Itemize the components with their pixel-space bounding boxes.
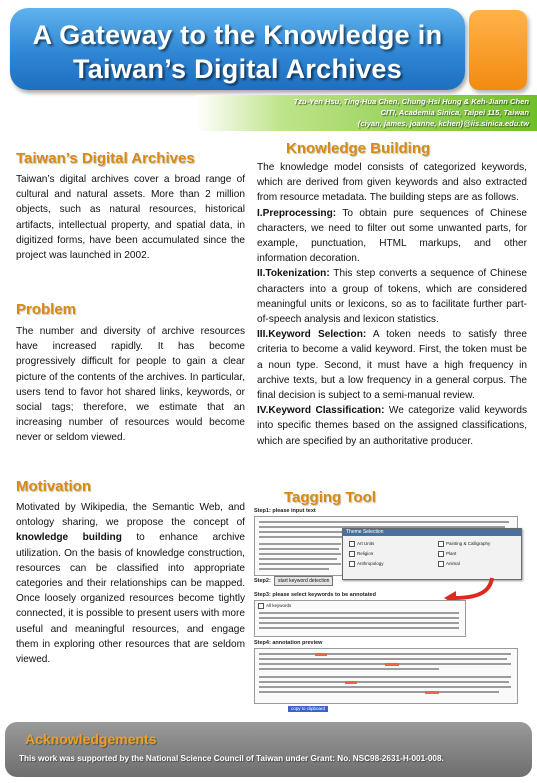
knowledge-text	[257, 160, 527, 449]
theme-item-animal[interactable]: Animal	[438, 561, 460, 567]
step-2-text: This step converts a sequence of Chinese characters into a group of tokens, which are considered meaningful units or lexicons, so as to facilitate further part-of-speech analysis and lexicon statistics.	[257, 268, 527, 326]
section-title-tagging: Tagging Tool	[284, 489, 376, 506]
step-1-text: To obtain pure sequences of Chinese characters, we need to filter out some unwanted parts, for example, punctuation, HTML markups, and other information decoration.	[257, 207, 527, 265]
step-2-label: II.Tokenization:	[257, 268, 330, 280]
motivation-paragraph	[16, 500, 245, 667]
acknowledgements-text: This work was supported by the National Science Council of Taiwan under Grant: No. NSC98-2631-H-001-008.	[19, 754, 444, 763]
knowledge-intro: The knowledge model consists of categorized keywords, which are derived from given keywords and also extracted from resource metadata. The building steps are as follows.	[257, 162, 527, 204]
start-detection-button[interactable]: start keyword detection	[274, 576, 333, 586]
knowledge-step-4	[257, 403, 527, 449]
archives-text	[16, 172, 245, 263]
title-line-2: Taiwan’s Digital Archives	[72, 54, 403, 84]
theme-item-art[interactable]: Art Units	[349, 541, 374, 547]
archives-paragraph: Taiwan’s digital archives cover a broad range of cultural and natural assets. More than 2 million objects, such as natural resources, historical artifacts, intellectual property, and spatial data, in digitized forms, have been accumulated since the project was launched in 2002.	[16, 174, 245, 262]
acknowledgements-box	[5, 722, 532, 777]
theme-item-religion[interactable]: Religion	[349, 551, 373, 557]
section-title-motivation: Motivation	[16, 478, 91, 495]
emails: {ciyan, james, joanne, kchen}@iis.sinica.edu.tw	[357, 119, 529, 128]
acknowledgements-title: Acknowledgements	[25, 731, 157, 747]
section-title-archives: Taiwan’s Digital Archives	[16, 150, 195, 167]
affiliation: CITI, Academia Sinica, Taipei 115, Taiwan	[380, 108, 529, 117]
section-title-problem: Problem	[16, 301, 77, 318]
decorative-orange-block	[469, 10, 527, 90]
authors-band	[196, 95, 537, 131]
title-line-1: A Gateway to the Knowledge in	[32, 20, 443, 50]
step3-label: Step3: please select keywords to be annotated	[254, 592, 376, 598]
annotation-preview	[254, 648, 518, 704]
theme-selection-window	[342, 528, 522, 580]
step-4-label: IV.Keyword Classification:	[257, 405, 385, 417]
theme-selection-title: Theme Selection	[343, 529, 521, 536]
theme-item-painting[interactable]: Painting & Calligraphy	[438, 541, 490, 547]
section-title-knowledge: Knowledge Building	[286, 140, 431, 157]
tagging-tool-figure	[252, 508, 522, 713]
motivation-text-bold: knowledge building	[16, 532, 122, 544]
theme-item-anthropology[interactable]: Anthropology	[349, 561, 384, 567]
theme-item-plant[interactable]: Plant	[438, 551, 456, 557]
step1-label: Step1: please input text	[254, 508, 316, 514]
step-4-text: We categorize valid keywords into specific themes based on the assigned classifications, which are specified by an authoritative producer.	[257, 405, 528, 447]
motivation-text-before: Motivated by Wikipedia, the Semantic Web, and ontology sharing, we propose the concept of	[16, 502, 245, 529]
knowledge-step-2	[257, 266, 527, 327]
problem-paragraph: The number and diversity of archive resources have increased rapidly. It has become progressively difficult for people to gain a clear picture of the contents of the archives. In particular, users tend to favor hot shared links, keywords, or social tags; therefore, we estimate that an increasing number of resources would become never or seldom viewed.	[16, 326, 245, 444]
motivation-text	[16, 500, 245, 667]
authors: Tzu-Yen Hsu, Ting-Hua Chen, Chung-Hsi Hung & Keh-Jiann Chen	[293, 97, 529, 106]
copy-to-clipboard-button[interactable]: copy to clipboard	[288, 706, 328, 712]
title-banner	[10, 8, 465, 90]
knowledge-step-3	[257, 327, 527, 403]
keyword-list[interactable]	[254, 600, 466, 637]
problem-text	[16, 324, 245, 446]
motivation-text-after: to enhance archive utilization. On the basis of knowledge construction, resources can be classified into appropriate categories and their relationships can be mapped. Once loosely organized resources become tightly connected, it is possible to present users with more useful and meaningful resources, and engage them in exploring other resources that are seldom viewed.	[16, 532, 245, 666]
step-3-label: III.Keyword Selection:	[257, 329, 367, 341]
step4-label: Step4: annotation preview	[254, 640, 323, 646]
step-3-text: A token needs to satisfy three criteria to become a valid keyword. First, the token must be a noun type. Second, it must have a high frequency in archive texts, but a low frequency in a general corpus. The final decision is subject to a semi-manual review.	[257, 329, 527, 402]
step2-label: Step2:	[254, 578, 271, 584]
knowledge-step-1	[257, 206, 527, 267]
all-keywords-option[interactable]: All keywords	[258, 603, 291, 609]
step-1-label: I.Preprocessing:	[257, 207, 337, 219]
